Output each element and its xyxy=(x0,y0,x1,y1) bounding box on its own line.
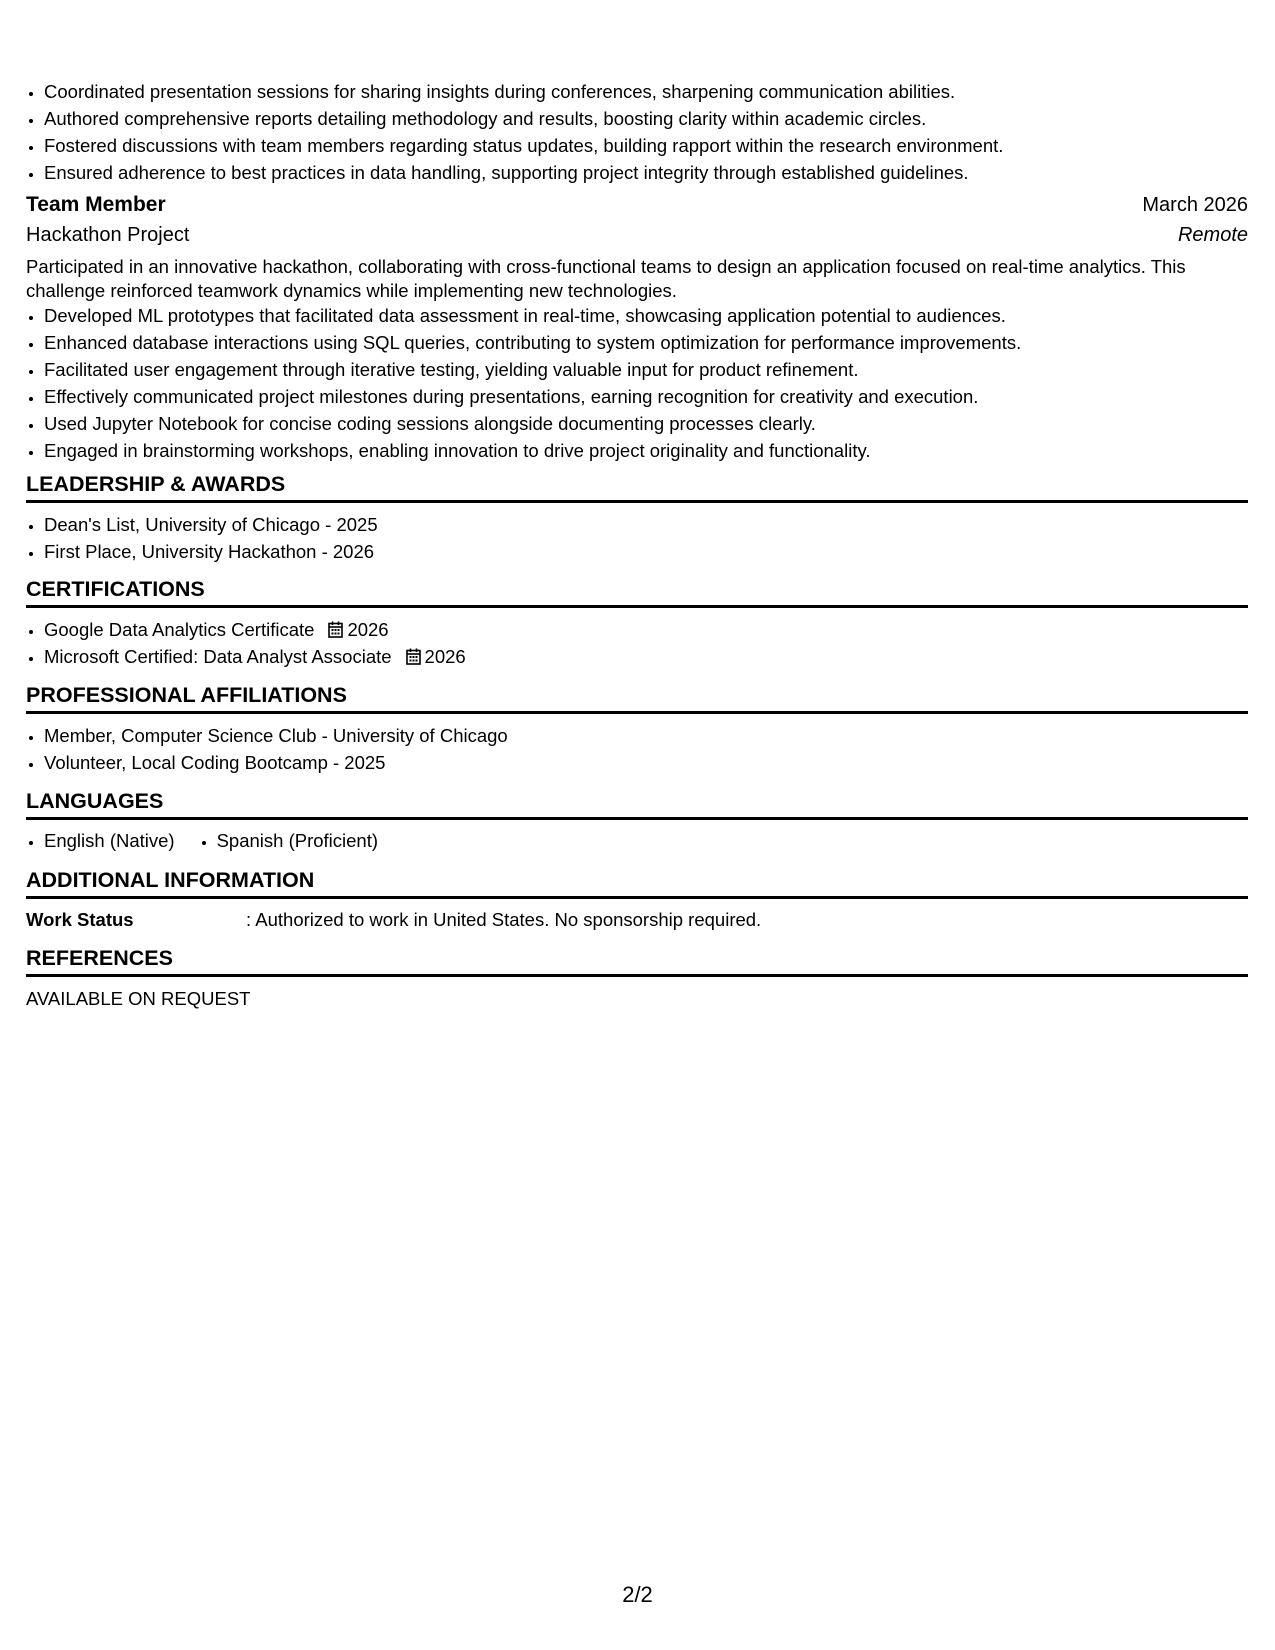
list-item: • Dean's List, University of Chicago - 2025 xyxy=(44,511,1248,538)
list-item: • Enhanced database interactions using SQL queries, contributing to system optimization for performance improvements. xyxy=(44,329,1248,356)
calendar-icon xyxy=(406,648,421,665)
work-status-value: : Authorized to work in United States. No sponsorship required. xyxy=(246,909,762,930)
role-title: Team Member xyxy=(26,193,166,216)
section-title-affiliations: PROFESSIONAL AFFILIATIONS xyxy=(26,681,1248,714)
list-item: • Spanish (Proficient) xyxy=(217,827,378,854)
languages-list xyxy=(26,827,1248,854)
section-title-leadership: LEADERSHIP & AWARDS xyxy=(26,470,1248,503)
work-status-label: Work Status xyxy=(26,909,134,930)
list-item: • First Place, University Hackathon - 2026 xyxy=(44,538,1248,565)
list-item: • Used Jupyter Notebook for concise coding sessions alongside documenting processes clearly. xyxy=(44,410,1248,437)
previous-entry-bullets xyxy=(26,78,1248,186)
list-item: • Effectively communicated project milestones during presentations, earning recognition for creativity and execution. xyxy=(44,383,1248,410)
list-item: • Facilitated user engagement through iterative testing, yielding valuable input for product refinement. xyxy=(44,356,1248,383)
affiliations-list xyxy=(26,722,1248,776)
page-number: 2/2 xyxy=(622,1582,653,1607)
list-item xyxy=(44,643,1248,670)
section-title-references: REFERENCES xyxy=(26,944,1248,977)
list-item: • Member, Computer Science Club - University of Chicago xyxy=(44,722,1248,749)
calendar-icon xyxy=(328,621,343,638)
entry-date: March 2026 xyxy=(1142,194,1248,216)
list-item: • Fostered discussions with team members regarding status updates, building rapport within the research environment. xyxy=(44,132,1248,159)
certification-year: 2026 xyxy=(347,619,389,640)
leadership-list xyxy=(26,511,1248,565)
certification-year: 2026 xyxy=(424,646,466,667)
certification-name: Google Data Analytics Certificate xyxy=(44,619,315,640)
work-status-row xyxy=(26,907,1248,933)
list-item: • English (Native) xyxy=(44,827,175,854)
list-item: • Developed ML prototypes that facilitated data assessment in real-time, showcasing application potential to audiences. xyxy=(44,302,1248,329)
list-item: • Ensured adherence to best practices in data handling, supporting project integrity through established guidelines. xyxy=(44,159,1248,186)
list-item xyxy=(44,616,1248,643)
list-item: • Authored comprehensive reports detailing methodology and results, boosting clarity within academic circles. xyxy=(44,105,1248,132)
section-title-additional-info: ADDITIONAL INFORMATION xyxy=(26,866,1248,899)
certification-name: Microsoft Certified: Data Analyst Associate xyxy=(44,646,392,667)
certifications-list xyxy=(26,616,1248,670)
references-text: AVAILABLE ON REQUEST xyxy=(26,988,251,1009)
list-item: • Volunteer, Local Coding Bootcamp - 2025 xyxy=(44,749,1248,776)
list-item: • Engaged in brainstorming workshops, enabling innovation to drive project originality and functionality. xyxy=(44,437,1248,464)
hackathon-entry-header xyxy=(26,190,1248,250)
hackathon-bullets xyxy=(26,302,1248,464)
entry-location: Remote xyxy=(1177,224,1248,246)
entry-summary: Participated in an innovative hackathon, collaborating with cross-functional teams to design an application focused on real-time analytics. This challenge reinforced teamwork dynamics while implementing new technologies. xyxy=(26,256,1186,301)
section-title-languages: LANGUAGES xyxy=(26,787,1248,820)
section-title-certifications: CERTIFICATIONS xyxy=(26,575,1248,608)
list-item: • Coordinated presentation sessions for sharing insights during conferences, sharpening communication abilities. xyxy=(44,78,1248,105)
organization-name: Hackathon Project xyxy=(26,224,190,246)
